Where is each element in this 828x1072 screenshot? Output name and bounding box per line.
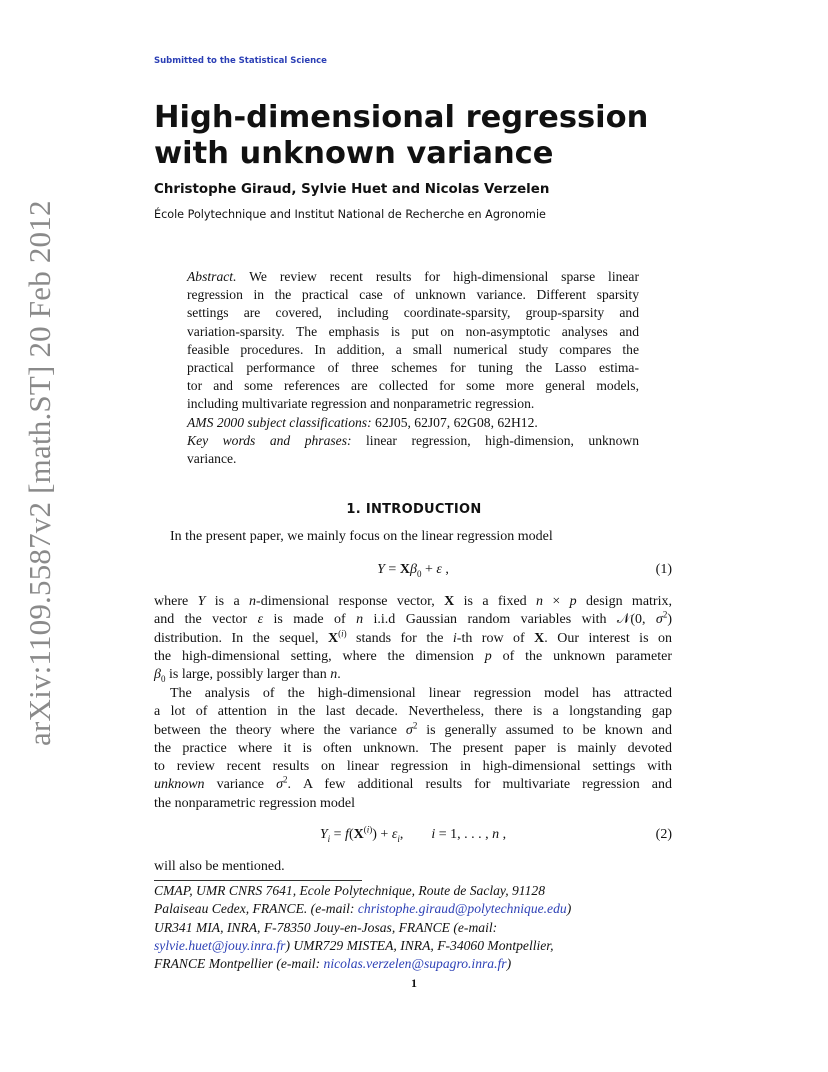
abstract-line: settings are covered, including coordinate-sparsity, group-sparsity and	[187, 305, 639, 321]
abstract-line: variation-sparsity. The emphasis is put on non-asymptotic analyses and	[187, 323, 639, 339]
equation-1-expr: $Y = X\beta_0 + \varepsilon$ ,	[377, 562, 449, 579]
intro-paragraph-1: where Y is a n-dimensional response vector, X is a fixed n × p design matrix, and the vector ε is made of n i.i.d Gaussian random variables with 𝒩(0, $\sigma^2$) distribution. In the sequel, $X^{(i)}$ stands for the i-th row of X. Our interest is on the high-dimensional setting, where the dimension p of the unknown parameter $\beta_0$ is large, possibly larger than n.	[154, 594, 672, 684]
equation-2	[154, 824, 672, 847]
abstract	[187, 268, 639, 468]
abstract-line: practical performance of three schemes for tuning the Lasso estima-	[187, 360, 639, 376]
abstract-label: Abstract.	[187, 269, 237, 284]
authors: Christophe Giraud, Sylvie Huet and Nicolas Verzelen	[154, 182, 550, 197]
paper-title	[154, 100, 714, 172]
footnote-rule	[154, 880, 362, 881]
email-link-verzelen[interactable]: nicolas.verzelen@supagro.inra.fr	[323, 956, 507, 972]
footnote: CMAP, UMR CNRS 7641, Ecole Polytechnique, Route de Saclay, 91128 Palaiseau Cedex, FRANCE. (e-mail: christophe.giraud@polytechnique.edu) UR341 MIA, INRA, F-78350 Jouy-en-Josas, FRANCE (e-mail: sylvie.huet@jouy.inra.fr) UMR729 MISTEA, INRA, F-34060 Montpellier, FRANCE Montpellier (e-mail: nicolas.verzelen@supagro.inra.fr)	[154, 883, 572, 972]
title-line-1: High-dimensional regression	[154, 100, 649, 135]
intro-paragraph-2: The analysis of the high-dimensional linear regression model has attracted a lot of attention in the last decade. Nevertheless, there is a longstanding gap between the theory where the variance $\sigma^2$ is generally assumed to be known and the practice where it is often unknown. The present paper is mainly devoted to review recent results on linear regression in high-dimensional settings with unknown variance $\sigma^2$. A few additional results for multivariate regression and the nonparametric regression model	[154, 686, 672, 811]
email-link-giraud[interactable]: christophe.giraud@polytechnique.edu	[357, 901, 567, 917]
equation-2-expr: $Y_i = f(X^{(i)}) + \varepsilon_i$, i = 1, . . . , n ,	[319, 824, 507, 844]
abstract-line: feasible procedures. In addition, a small numerical study compares the	[187, 341, 639, 357]
ams-classification: AMS 2000 subject classifications: 62J05, 62J07, 62G08, 62H12.	[187, 414, 538, 430]
page-number: 1	[411, 976, 417, 990]
keywords: Key words and phrases: linear regression, high-dimension, unknown	[187, 432, 639, 448]
abstract-line: including multivariate regression and nonparametric regression.	[187, 396, 535, 412]
equation-1	[154, 562, 672, 582]
title-line-2: with unknown variance	[154, 136, 554, 171]
intro-first-line: In the present paper, we mainly focus on the linear regression model	[170, 529, 553, 544]
intro-closing: will also be mentioned.	[154, 859, 285, 874]
arxiv-stamp: arXiv:1109.5587v2 [math.ST] 20 Feb 2012	[22, 200, 57, 746]
section-heading: 1. INTRODUCTION	[346, 502, 482, 517]
equation-1-number: (1)	[655, 562, 672, 577]
abstract-line: tor and some references are collected for some more general models,	[187, 378, 639, 394]
email-link-huet[interactable]: sylvie.huet@jouy.inra.fr	[154, 937, 286, 953]
running-header: Submitted to the Statistical Science	[154, 56, 327, 66]
abstract-line: regression in the practical case of unknown variance. Different sparsity	[187, 287, 639, 303]
abstract-line: Abstract. We review recent results for high-dimensional sparse linear	[187, 269, 639, 284]
affiliation: École Polytechnique and Institut National de Recherche en Agronomie	[154, 208, 546, 221]
equation-2-number: (2)	[655, 827, 672, 842]
keywords-cont: variance.	[187, 451, 237, 467]
